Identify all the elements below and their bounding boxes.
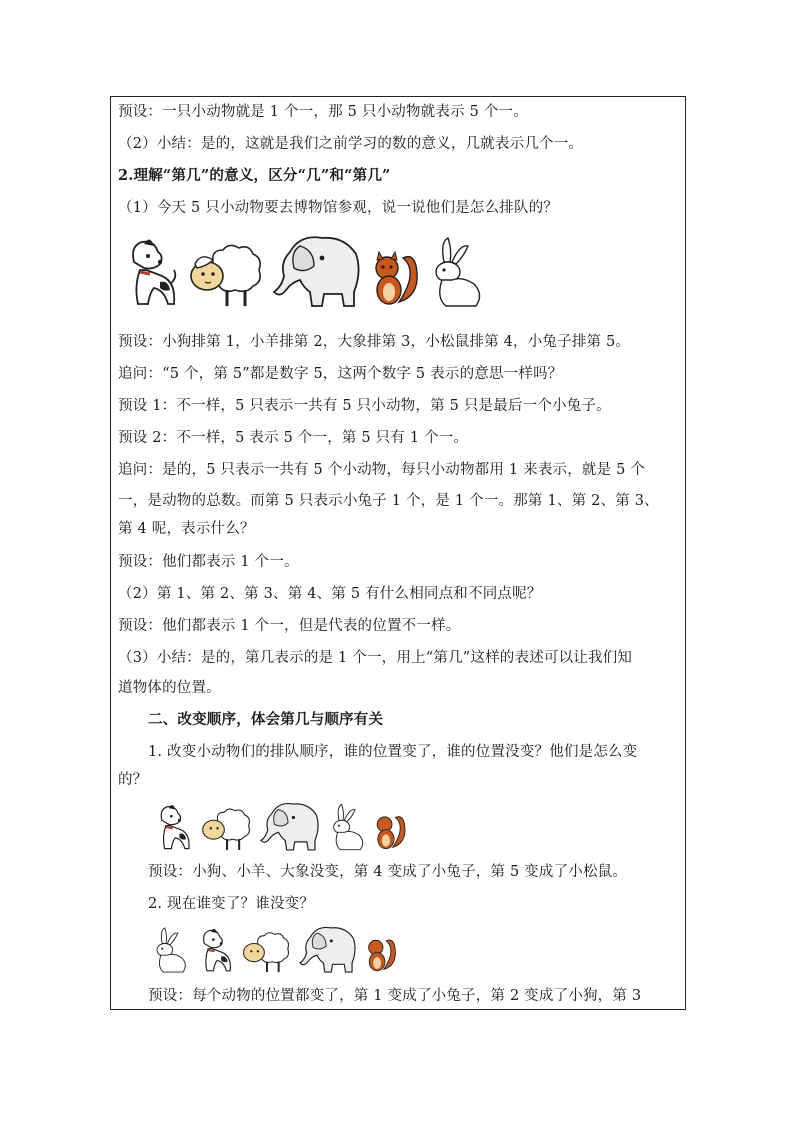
dog-illustration bbox=[120, 232, 178, 312]
text-line: 预设：每个动物的位置都变了，第 1 变成了小兔子，第 2 变成了小狗，第 3 bbox=[148, 988, 642, 1004]
rabbit-illustration bbox=[426, 232, 486, 312]
section-heading: 二、改变顺序，体会第几与顺序有关 bbox=[148, 711, 384, 728]
animal-row-2 bbox=[152, 800, 408, 854]
sheep-illustration bbox=[238, 924, 292, 976]
text-line: 的？ bbox=[118, 772, 148, 788]
dog-illustration bbox=[152, 800, 192, 854]
text-line: （2）小结：是的，这就是我们之前学习的数的意义，几就表示几个一。 bbox=[118, 136, 584, 152]
text-line: 一，是动物的总数。而第 5 只表示小兔子 1 个，是 1 个一。那第 1、第 2、第 3、 bbox=[118, 493, 659, 509]
text-line: 预设：他们都表示 1 个一，但是代表的位置不一样。 bbox=[118, 618, 461, 634]
sheep-illustration bbox=[183, 232, 265, 312]
squirrel-illustration bbox=[364, 924, 398, 976]
text-line: 道物体的位置。 bbox=[118, 680, 221, 696]
text-line: 2. 现在谁变了？谁没变？ bbox=[148, 896, 315, 912]
rabbit-illustration bbox=[150, 924, 190, 976]
text-line: 预设：小狗、小羊、大象没变，第 4 变成了小兔子，第 5 变成了小松鼠。 bbox=[148, 864, 628, 880]
animal-row-3 bbox=[150, 924, 398, 976]
elephant-illustration bbox=[258, 800, 322, 854]
text-line: （1）今天 5 只小动物要去博物馆参观，说一说他们是怎么排队的？ bbox=[118, 200, 559, 216]
text-line: 预设 1：不一样，5 只表示一共有 5 只小动物，第 5 只是最后一个小兔子。 bbox=[118, 398, 611, 414]
text-line: （2）第 1、第 2、第 3、第 4、第 5 有什么相同点和不同点呢？ bbox=[118, 586, 542, 602]
text-line: 预设：一只小动物就是 1 个一，那 5 只小动物就表示 5 个一。 bbox=[118, 104, 528, 120]
text-line: 预设 2：不一样，5 表示 5 个一，第 5 只有 1 个一。 bbox=[118, 430, 469, 446]
animal-row-1 bbox=[120, 232, 486, 312]
squirrel-illustration bbox=[369, 232, 421, 312]
text-line: 追问：“5 个，第 5”都是数字 5，这两个数字 5 表示的意思一样吗？ bbox=[118, 366, 563, 382]
elephant-illustration bbox=[270, 232, 364, 312]
text-line: 第 4 呢，表示什么？ bbox=[118, 521, 255, 537]
elephant-illustration bbox=[297, 924, 359, 976]
squirrel-illustration bbox=[372, 800, 408, 854]
text-line: 预设：小狗排第 1，小羊排第 2，大象排第 3，小松鼠排第 4，小兔子排第 5。 bbox=[118, 334, 631, 350]
sheep-illustration bbox=[197, 800, 253, 854]
text-line: 追问：是的，5 只表示一共有 5 个小动物，每只小动物都用 1 来表示，就是 5 个 bbox=[118, 462, 646, 478]
text-line: （3）小结：是的，第几表示的是 1 个一，用上“第几”这样的表述可以让我们知 bbox=[118, 650, 633, 666]
text-line: 预设：他们都表示 1 个一。 bbox=[118, 554, 299, 570]
dog-illustration bbox=[195, 924, 233, 976]
section-heading: 2.理解“第几”的意义，区分“几”和“第几” bbox=[118, 167, 391, 184]
rabbit-illustration bbox=[327, 800, 367, 854]
text-line: 1. 改变小动物们的排队顺序，谁的位置变了，谁的位置没变？他们是怎么变 bbox=[148, 744, 638, 760]
